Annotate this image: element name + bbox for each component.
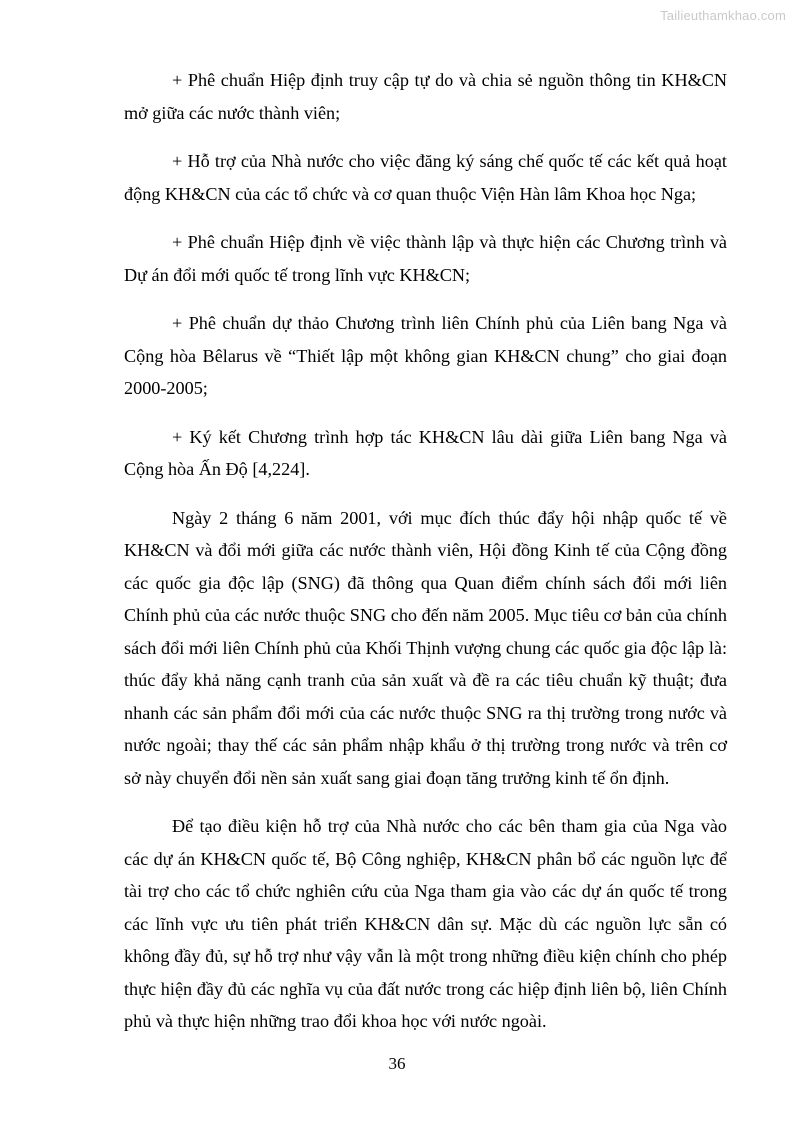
paragraph-3: + Phê chuẩn Hiệp định về việc thành lập và thực hiện các Chương trình và Dự án đổi mới quốc tế trong lĩnh vực KH&CN; (124, 232, 727, 285)
document-body (124, 64, 727, 1054)
watermark: Tailieuthamkhao.com (660, 8, 786, 23)
paragraph-5: + Ký kết Chương trình hợp tác KH&CN lâu dài giữa Liên bang Nga và Cộng hòa Ấn Độ [4,224]. (124, 426, 727, 479)
paragraph-1: + Phê chuẩn Hiệp định truy cập tự do và chia sẻ nguồn thông tin KH&CN mở giữa các nước thành viên; (124, 70, 727, 123)
paragraph-2: + Hỗ trợ của Nhà nước cho việc đăng ký sáng chế quốc tế các kết quả hoạt động KH&CN của các tổ chức và cơ quan thuộc Viện Hàn lâm Khoa học Nga; (124, 151, 727, 204)
paragraph-4: + Phê chuẩn dự thảo Chương trình liên Chính phủ của Liên bang Nga và Cộng hòa Bêlarus về “Thiết lập một không gian KH&CN chung” cho giai đoạn 2000-2005; (124, 313, 727, 398)
page-number: 36 (388, 1054, 406, 1073)
paragraph-6: Ngày 2 tháng 6 năm 2001, với mục đích thúc đẩy hội nhập quốc tế về KH&CN và đổi mới giữa các nước thành viên, Hội đồng Kinh tế của Cộng đồng các quốc gia độc lập (SNG) đã thông qua Quan điểm chính sách đổi mới liên Chính phủ của các nước thuộc SNG cho đến năm 2005. Mục tiêu cơ bản của chính sách đổi mới liên Chính phủ của Khối Thịnh vượng chung các quốc gia độc lập là: thúc đẩy khả năng cạnh tranh của sản xuất và đề ra các tiêu chuẩn kỹ thuật; đưa nhanh các sản phẩm đổi mới của các nước thuộc SNG ra thị trường trong nước và nước ngoài; thay thế các sản phẩm nhập khẩu ở thị trường trong nước và trên cơ sở này chuyển đổi nền sản xuất sang giai đoạn tăng trưởng kinh tế ổn định. (124, 507, 727, 788)
paragraph-7: Để tạo điều kiện hỗ trợ của Nhà nước cho các bên tham gia của Nga vào các dự án KH&CN quốc tế, Bộ Công nghiệp, KH&CN phân bổ các nguồn lực để tài trợ cho các tổ chức nghiên cứu của Nga tham gia vào các dự án quốc tế trong các lĩnh vực ưu tiên phát triển KH&CN dân sự. Mặc dù các nguồn lực sẵn có không đầy đủ, sự hỗ trợ như vậy vẫn là một trong những điều kiện chính cho phép thực hiện đầy đủ các nghĩa vụ của đất nước trong các hiệp định liên bộ, liên Chính phủ và thực hiện những trao đổi khoa học với nước ngoài. (124, 816, 727, 1031)
